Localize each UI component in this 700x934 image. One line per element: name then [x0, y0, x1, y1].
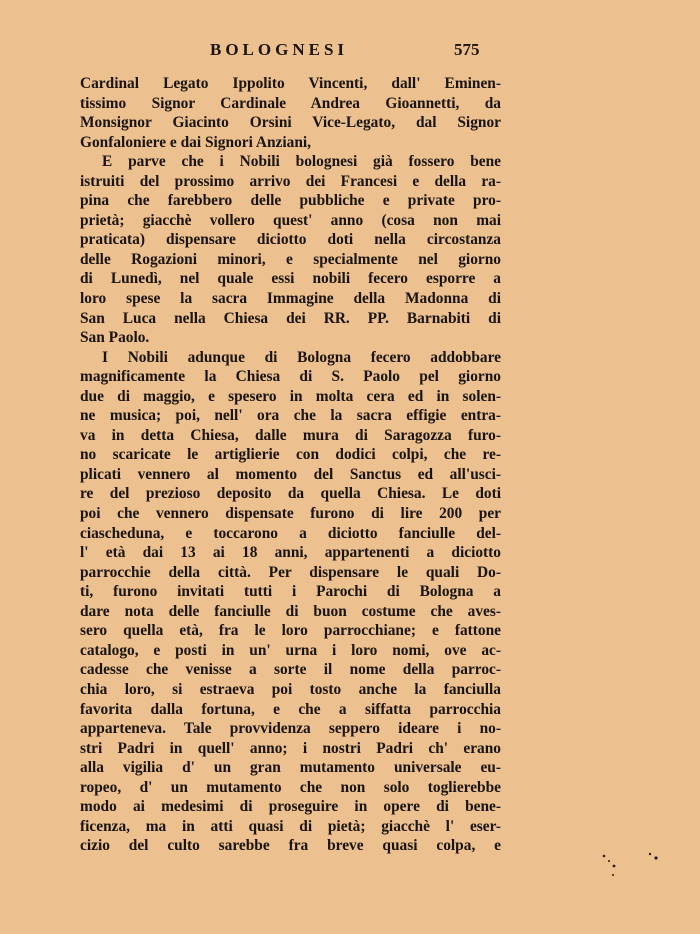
- body-text: [80, 74, 501, 856]
- text-line: catalogo, e posti in un' urna i loro nomi, ove ac-: [80, 641, 501, 659]
- text-line: sero quella età, fra le loro parrocchiane; e fattone: [80, 622, 501, 640]
- text-line: loro spese la sacra Immagine della Madonna di: [80, 290, 501, 308]
- text-line: tissimo Signor Cardinale Andrea Gioannetti, da: [80, 94, 501, 112]
- text-line: I Nobili adunque di Bologna fecero addobbare: [102, 348, 501, 366]
- text-line: ti, furono invitati tutti i Parochi di Bologna a: [80, 583, 501, 601]
- text-line: parrocchie della città. Per dispensare le quali Do-: [80, 563, 501, 581]
- text-line: di Lunedì, nel quale essi nobili fecero esporre a: [80, 270, 501, 288]
- text-line: prietà; giacchè vollero quest' anno (cosa non mai: [80, 211, 501, 229]
- page-number: 575: [454, 40, 480, 59]
- text-line: magnificamente la Chiesa di S. Paolo pel giorno: [80, 368, 501, 386]
- text-line: E parve che i Nobili bolognesi già fossero bene: [102, 153, 501, 171]
- text-line: ciascheduna, e toccarono a diciotto fanciulle del-: [80, 524, 501, 542]
- text-line: praticata) dispensare diciotto doti nella circostanza: [80, 231, 501, 249]
- text-line: modo ai medesimi di proseguire in opere di bene-: [80, 798, 501, 816]
- text-line: poi che vennero dispensate furono di lire 200 per: [80, 505, 501, 523]
- text-line: cizio del culto sarebbe fra breve quasi colpa, e: [80, 837, 501, 855]
- text-line: San Paolo.: [80, 329, 150, 347]
- text-line: Gonfaloniere e dai Signori Anziani,: [80, 133, 312, 151]
- text-line: ropeo, d' un mutamento che non solo toglierebbe: [80, 778, 501, 796]
- text-line: no scaricate le artiglierie con dodici colpi, che re-: [80, 446, 501, 464]
- text-line: istruiti del prossimo arrivo dei Francesi e della ra-: [80, 172, 501, 190]
- text-line: re del prezioso deposito da quella Chiesa. Le doti: [80, 485, 501, 503]
- text-line: ne musica; poi, nell' ora che la sacra effigie entra-: [80, 407, 501, 425]
- text-line: Cardinal Legato Ippolito Vincenti, dall' Eminen-: [80, 75, 501, 92]
- text-line: stri Padri in quell' anno; i nostri Padri ch' erano: [80, 739, 501, 757]
- text-line: apparteneva. Tale provvidenza seppero ideare i no-: [80, 720, 501, 738]
- running-title: BOLOGNESI: [210, 40, 349, 59]
- text-line: l' età dai 13 ai 18 anni, appartenenti a diciotto: [80, 544, 501, 562]
- text-line: plicati vennero al momento del Sanctus ed all'usci-: [80, 465, 501, 483]
- running-head: [80, 40, 500, 64]
- text-line: ficenza, ma in atti quasi di pietà; giacchè l' eser-: [80, 817, 501, 835]
- text-line: San Luca nella Chiesa dei RR. PP. Barnabiti di: [80, 309, 501, 327]
- text-line: favorita dalla fortuna, e che a siffatta parrocchia: [80, 700, 501, 718]
- text-line: cadesse che venisse a sorte il nome della parroc-: [80, 661, 501, 679]
- text-line: pina che farebbero delle pubbliche e private pro-: [80, 192, 501, 210]
- text-line: alla vigilia d' un gran mutamento universale eu-: [80, 759, 501, 777]
- text-line: delle Rogazioni minori, e specialmente nel giorno: [80, 250, 501, 268]
- text-line: due di maggio, e spesero in molta cera ed in solen-: [80, 387, 501, 405]
- text-line: dare nota delle fanciulle di buon costume che aves-: [80, 602, 501, 620]
- paper-specks: [598, 848, 668, 884]
- text-line: va in detta Chiesa, dalle mura di Saragozza furo-: [80, 426, 501, 444]
- text-line: chia loro, si estraeva poi tosto anche la fanciulla: [80, 680, 501, 698]
- text-line: Monsignor Giacinto Orsini Vice-Legato, dal Signor: [80, 114, 501, 132]
